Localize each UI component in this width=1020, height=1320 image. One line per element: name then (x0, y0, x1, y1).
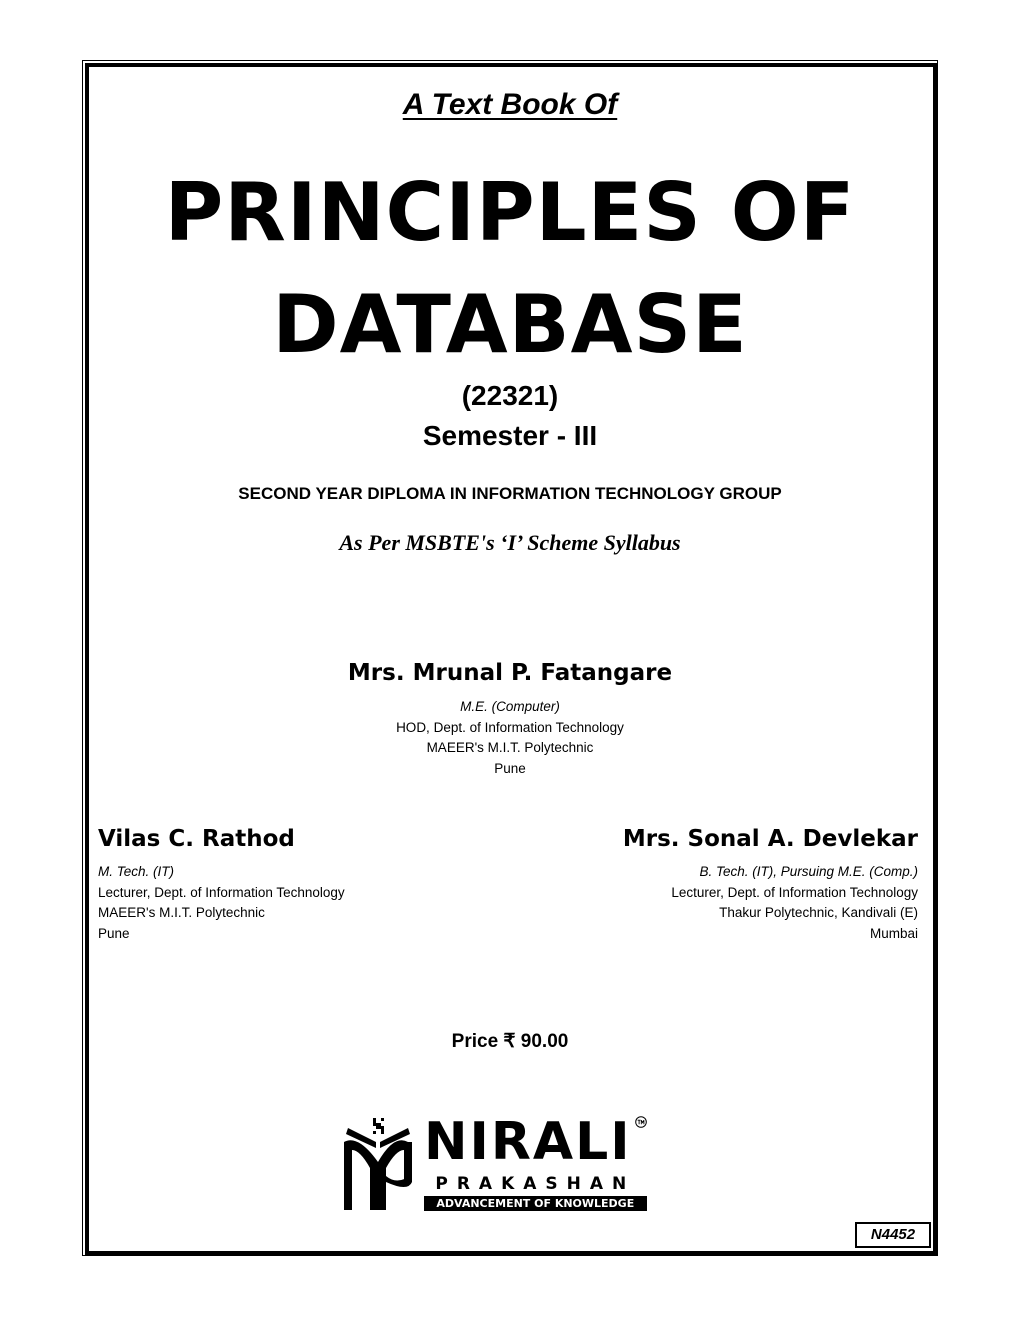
rupee-icon: ₹ (503, 1031, 516, 1052)
author-2-name: Vilas C. Rathod (98, 826, 295, 852)
author-1-details (0, 697, 1020, 779)
author-2-position: Lecturer, Dept. of Information Technology (98, 884, 345, 900)
kicker: A Text Book Of (402, 88, 618, 121)
author-3-degree: B. Tech. (IT), Pursuing M.E. (Comp.) (699, 864, 918, 879)
author-1-position: HOD, Dept. of Information Technology (396, 719, 624, 735)
author-3-city: Mumbai (869, 925, 918, 941)
publisher-logo (340, 1112, 647, 1218)
author-2-institute: MAEER's M.I.T. Polytechnic (98, 905, 265, 920)
publisher-name: NIRALI (424, 1112, 632, 1172)
title-line-2: DATABASE (272, 278, 748, 371)
semester: Semester - III (422, 420, 598, 451)
author-1-name: Mrs. Mrunal P. Fatangare (347, 660, 673, 686)
author-3-institute: Thakur Polytechnic, Kandivali (E) (719, 905, 918, 920)
book-tree-icon (340, 1112, 418, 1212)
author-2-city: Pune (98, 925, 130, 941)
author-2-details (98, 862, 345, 944)
title-line-1: PRINCIPLES OF (164, 166, 856, 259)
author-3-details (671, 862, 918, 944)
publisher-tagline: ADVANCEMENT OF KNOWLEDGE (424, 1196, 647, 1211)
author-1-degree: M.E. (Computer) (460, 699, 560, 714)
publisher-wordmark (424, 1112, 647, 1211)
book-code: N4452 (855, 1222, 931, 1248)
price-amount: 90.00 (520, 1031, 569, 1052)
price-label: Price (451, 1031, 499, 1052)
author-2-degree: M. Tech. (IT) (98, 864, 175, 879)
trademark-icon (635, 1116, 647, 1128)
author-3-position: Lecturer, Dept. of Information Technology (671, 884, 918, 900)
scheme: As Per MSBTE's ‘I’ Scheme Syllabus (339, 530, 681, 555)
publisher-sub: PRAKASHAN (435, 1174, 636, 1194)
publisher-name-row (424, 1112, 647, 1172)
author-3-name: Mrs. Sonal A. Devlekar (622, 826, 918, 852)
author-1-institute: MAEER's M.I.T. Polytechnic (426, 740, 594, 755)
author-1-city: Pune (494, 760, 526, 776)
program: SECOND YEAR DIPLOMA IN INFORMATION TECHNOLOGY GROUP (238, 484, 782, 503)
price (0, 1030, 1020, 1053)
course-code: (22321) (461, 380, 559, 411)
